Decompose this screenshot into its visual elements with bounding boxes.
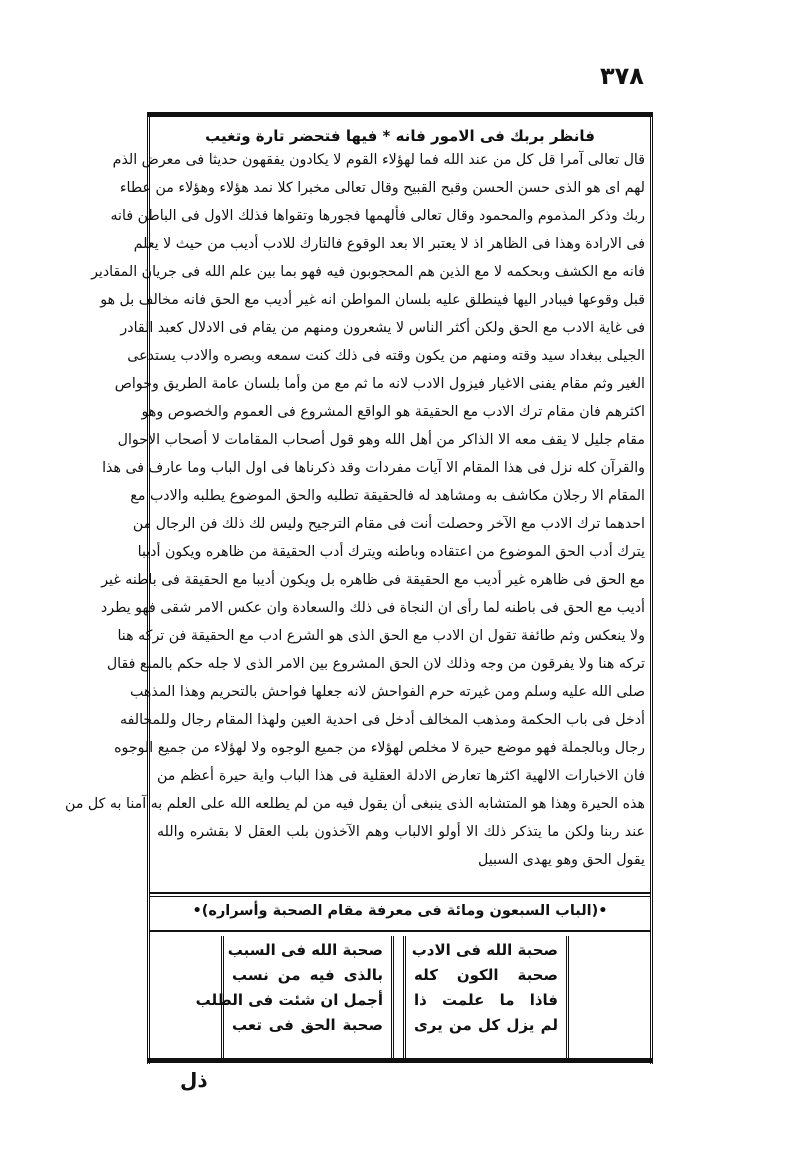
text-line: ربك وذكر المذموم والمحمود وقال تعالى فألهمها فجورها وتقواها فذلك الاول فى الباطن فانه [110,208,645,224]
catchword: ذل [180,1068,208,1092]
body-text [65,146,645,874]
section-rule [150,892,650,894]
poem-line: فاذا ما علمت ذا [414,991,558,1009]
text-line: يترك أدب الحق الموضوع من اعتقاده وباطنه ويترك أدب الحقيقة من ظاهره ويكون أديبا [137,544,645,560]
poem-right-column [403,936,569,1058]
text-line: يقول الحق وهو يهدى السبيل [478,852,645,868]
text-line: مقام جليل لا يقف معه الا الذاكر من أهل الله وهو قول أصحاب المقامات لا أصحاب الاحوال [117,432,645,448]
poem-line: أجمل ان شئت فى الطلب [195,991,383,1009]
poem-line: صحبة الحق فى تعب [232,1016,383,1034]
text-line: فى الارادة وهذا فى الظاهر اذ لا يعتبر الا بعد الوقوع فالتارك للادب أديب من حيث لا يعلم [133,236,645,252]
text-line: أدخل فى باب الحكمة ومذهب المخالف أدخل فى احدية العين ولهذا المقام رجال وللمخالفه [119,712,645,728]
text-line: ولا ينعكس وثم طائفة تقول ان الادب مع الحق الذى هو الشرع ادب مع الحقيقة فن تركه هنا [117,628,645,644]
poem-line: صحبة الكون كله [414,966,558,984]
text-line: احدهما ترك الادب مع الآخر وحصلت أنت فى مقام الترجيح وليس لك ذلك فن الرجال من [132,516,645,532]
chapter-rule [150,930,650,932]
text-line: لهم اى هو الذى حسن الحسن وقبح القبيح وقال تعالى مخبرا كلا نمد هؤلاء وهؤلاء من عطاء [119,180,645,196]
section-rule-thin [150,896,650,897]
poem-line: بالذى فيه من نسب [232,966,383,984]
poem-line: صحبة الله فى السبب [227,941,383,959]
verse-heading: فانظر بربك فى الامور فانه * فيها فتحضر تارة وتغيب [205,127,595,145]
text-line: فانه مع الكشف وبحكمه لا مع الذين هم المحجوبون فيه فهو بما بين علم الله فى جريان المقادير [91,264,645,280]
text-line: المقام الا رجلان مكاشف به ومشاهد له فالحقيقة تطلبه والحق الموضوع يطلبه والادب مع [130,488,645,504]
text-line: تركه هنا ولا يفرقون من وجه وذلك لان الحق المشروع بين الامر الذى لا جله حكم بالمنع فقال [106,656,645,672]
bottom-rule [147,1058,653,1063]
text-line: فان الاخبارات الالهية اكثرها تعارض الادلة العقلية فى هذا الباب واية حيرة أعظم من [157,768,645,784]
text-line: عند ربنا ولكن ما يتذكر ذلك الا أولو الالباب وهم الآخذون بلب العقل لا بقشره والله [157,824,645,840]
text-line: صلى الله عليه وسلم ومن غيرته حرم الفواحش لانه جعلها فواحش بالتحريم وهذا المذهب [129,684,645,700]
text-line: الغير وثم مقام يفنى الاغيار فيزول الادب لانه ما ثم مع من وأما بلسان عامة الطريق وخواص [114,376,645,392]
text-line: الجيلى ببغداد سيد وقته ومنهم من يكون وقته فى ذلك كنت سمعه وبصره والادب يستدعى [127,348,645,364]
text-line: قبل وقوعها فيبادر اليها فينطلق عليه بلسان المواطن انه غير أديب مع الحق فانه مخالف بل هو [100,292,645,308]
poem-line: لم يزل كل من يرى [414,1016,558,1034]
poem-line: صحبة الله فى الادب [411,941,558,959]
text-line: اكثرهم فان مقام ترك الادب مع الحقيقة هو الواقع المشروع فى العموم والخصوص وهو [141,404,645,420]
text-line: فى غاية الادب مع الحق ولكن أكثر الناس لا يشعرون ومنهم من يقام فى الادلال كعبد القادر [120,320,645,336]
text-line: والقرآن كله نزل فى هذا المقام الا آيات مفردات وقد ذكرناها فى اول الباب وما عارف فى هذا [102,460,645,476]
text-line: قال تعالى آمرا قل كل من عند الله فما لهؤلاء القوم لا يكادون يفقهون حديثا فى معرض الذم [112,152,645,168]
chapter-title: •(الباب السبعون ومائة فى معرفة مقام الصحبة وأسراره)• [192,903,608,919]
poem-left-column [195,936,394,1058]
text-line: مع الحق فى ظاهره غير أديب مع الحقيقة فى ظاهره بل ويكون أديبا مع الحقيقة فى باطنه غير [101,572,645,588]
text-line: أديب مع الحق فى باطنه لما رأى ان النجاة فى ذلك والسعادة وان عكس الامر شقى فهو يطرد [100,600,645,616]
text-line: رجال وبالجملة فهو موضع حيرة لا مخلص لهؤلاء من جميع الوجوه ولا لهؤلاء من جميع الوجوه [114,740,645,756]
page-number: ٣٧٨ [600,62,644,90]
text-line: هذه الحيرة وهذا هو المتشابه الذى ينبغى أن يقول فيه من لم يطلعه الله على العلم به آمنا به كل من [65,796,645,812]
